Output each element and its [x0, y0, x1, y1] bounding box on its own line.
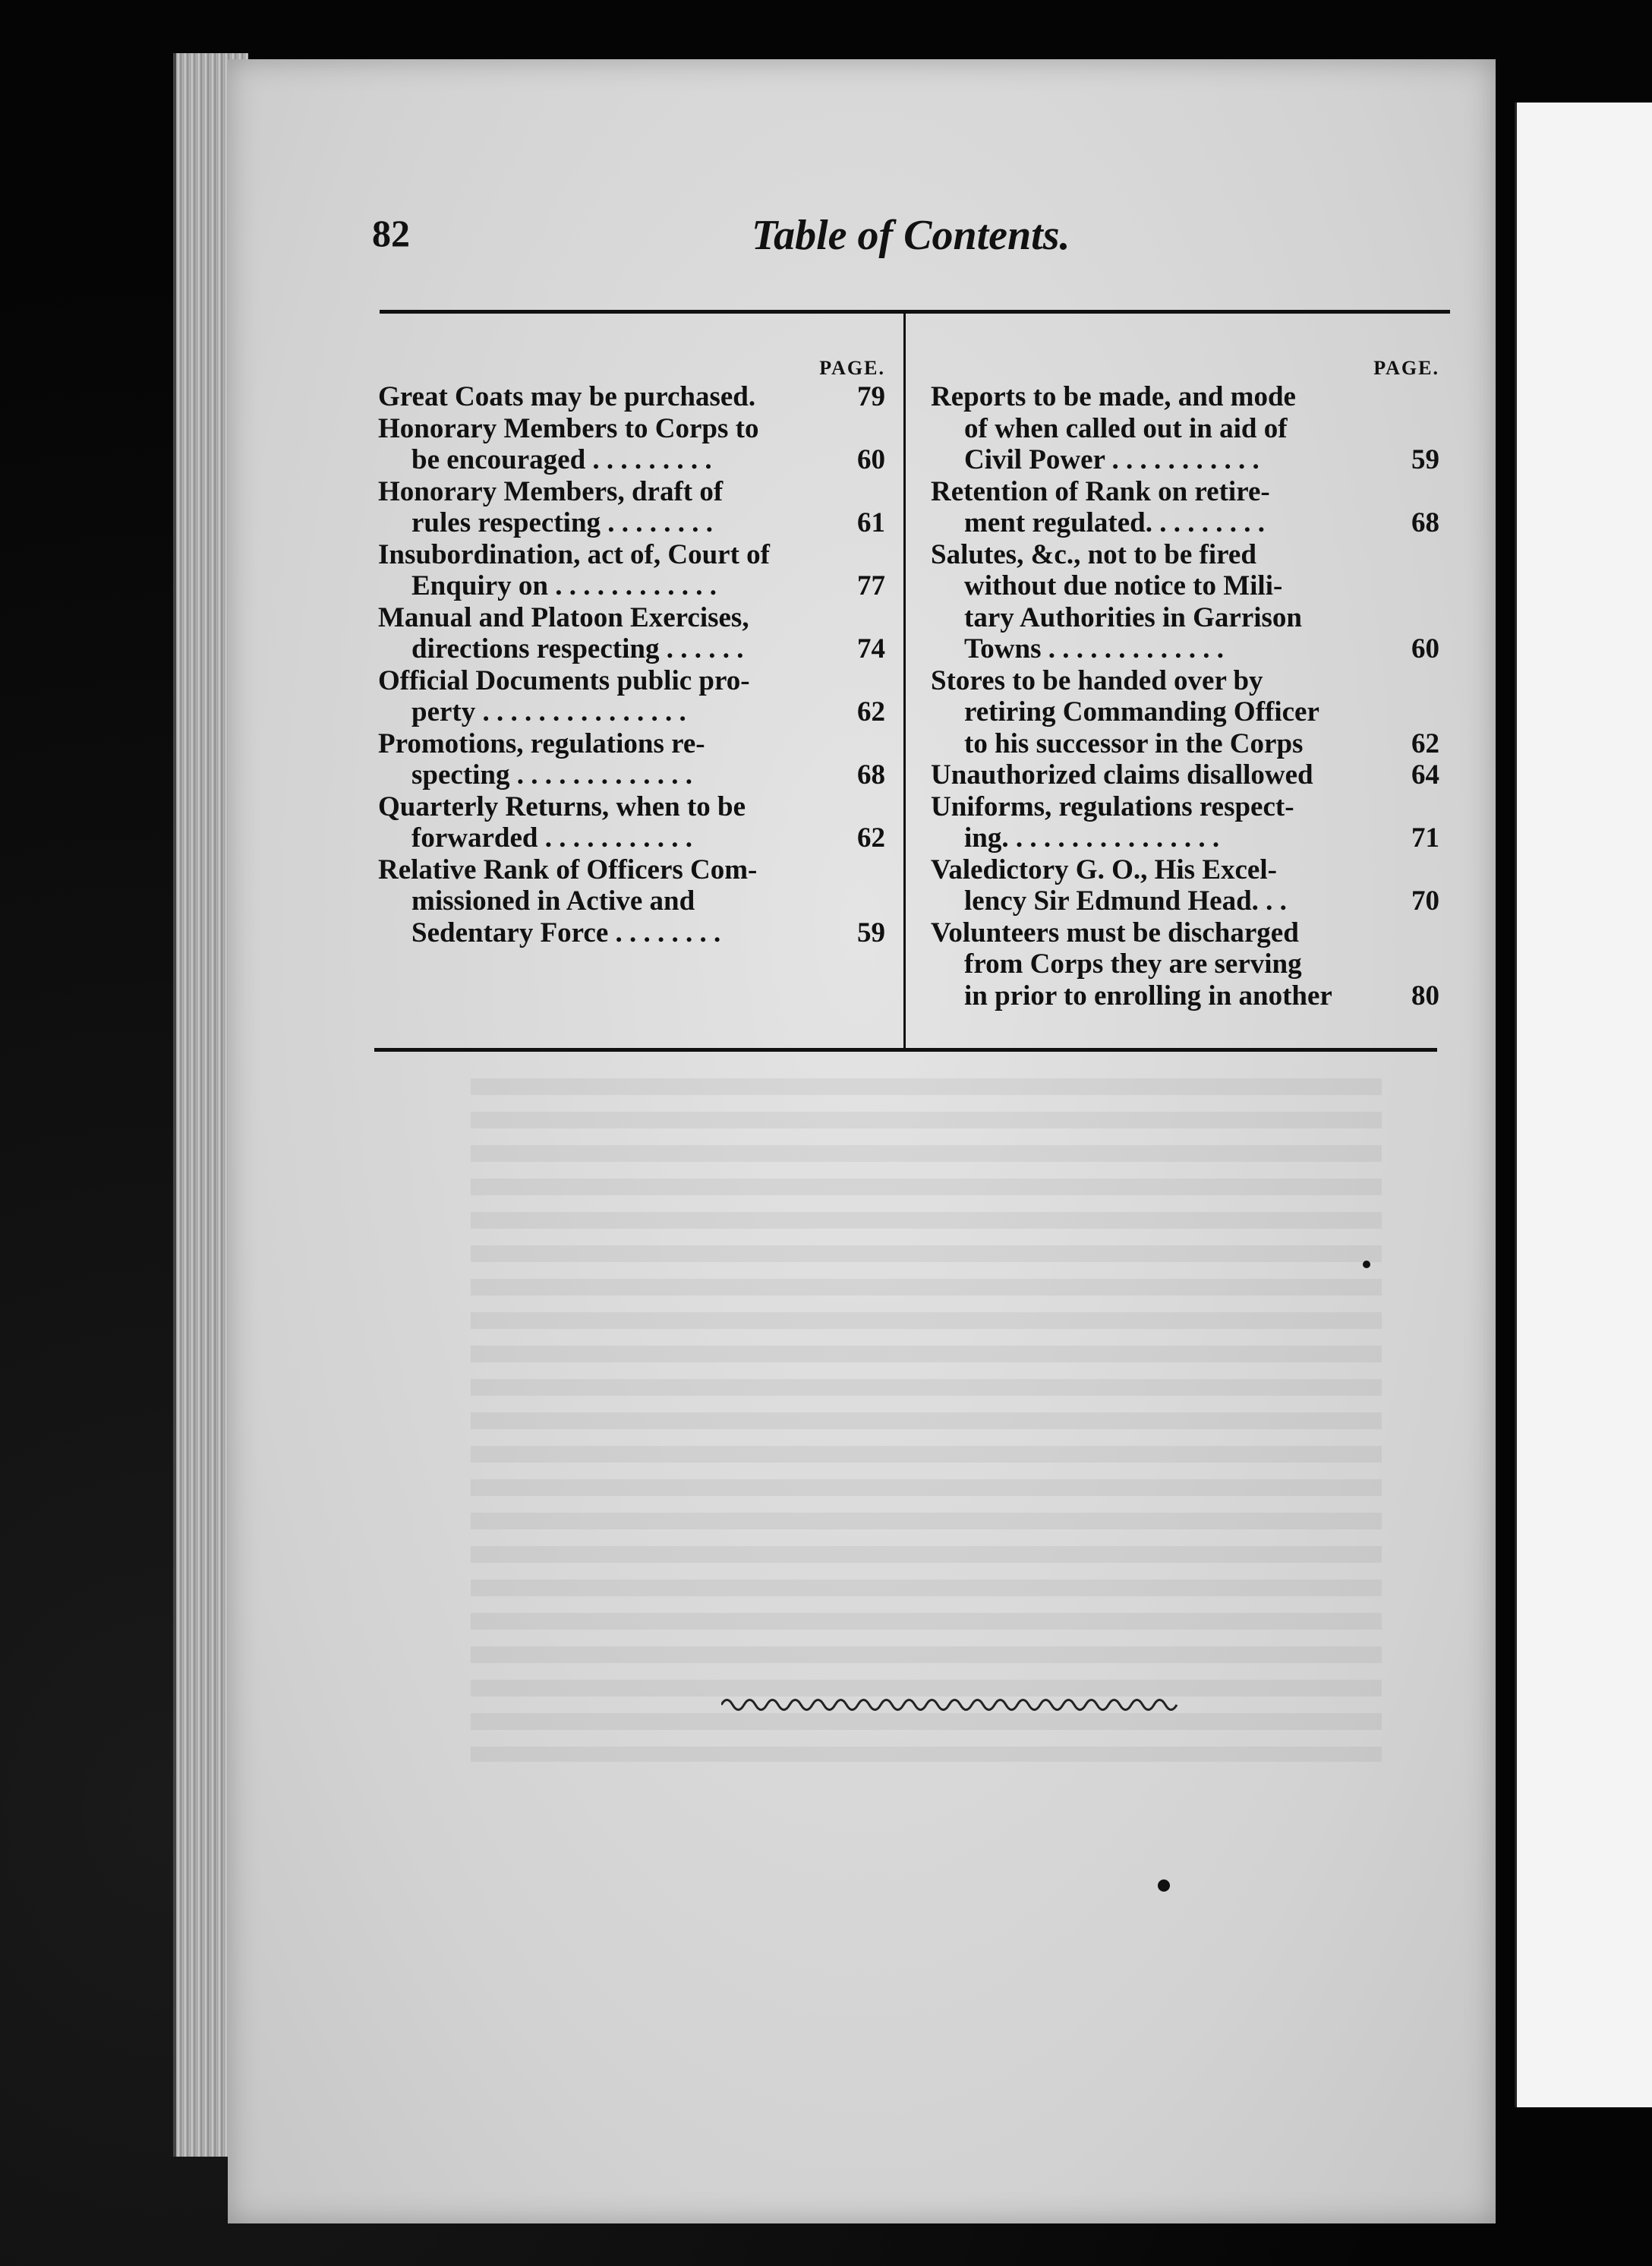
toc-entry-line: Great Coats may be purchased.	[378, 381, 756, 412]
toc-entry-line: Enquiry on . . . . . . . . . . . .	[411, 570, 717, 601]
page-header	[372, 211, 1450, 279]
toc-column-right	[931, 357, 1439, 1011]
toc-entry-page-number: 80	[1411, 980, 1439, 1011]
toc-entry-line: forwarded . . . . . . . . . . .	[411, 822, 692, 854]
toc-entry	[378, 665, 885, 728]
toc-entry-text	[378, 476, 826, 539]
toc-entry-line: directions respecting . . . . . .	[411, 633, 744, 664]
toc-entry-line: Honorary Members, draft of	[378, 475, 724, 507]
toc-entry-line: missioned in Active and	[411, 885, 695, 917]
toc-entry	[931, 759, 1439, 791]
toc-entry-text	[378, 381, 826, 413]
toc-entry-page-number: 62	[857, 696, 885, 727]
toc-entry	[378, 476, 885, 539]
toc-entry-text	[931, 854, 1380, 917]
page-column-heading: PAGE.	[819, 357, 885, 379]
toc-entry-line: Valedictory G. O., His Excel-	[931, 854, 1277, 885]
toc-entry-line: of when called out in aid of	[964, 412, 1288, 444]
toc-entry-line: Civil Power . . . . . . . . . . .	[964, 444, 1259, 475]
top-rule	[380, 310, 1450, 314]
toc-entry-text	[931, 665, 1380, 760]
toc-entry-line: Insubordination, act of, Court of	[378, 538, 770, 570]
toc-entry-line: rules respecting . . . . . . . .	[411, 507, 714, 538]
toc-entry-line: Official Documents public pro-	[378, 664, 750, 696]
toc-entry-line: in prior to enrolling in another	[964, 980, 1332, 1011]
toc-entry-page-number: 62	[857, 822, 885, 854]
toc-entry-page-number: 59	[857, 917, 885, 948]
bottom-rule	[374, 1048, 1437, 1052]
toc-entry-page-number: 77	[857, 570, 885, 601]
toc-entry-page-number: 68	[857, 759, 885, 791]
toc-entry-page-number: 61	[857, 507, 885, 538]
page-column-heading: PAGE.	[1373, 357, 1439, 379]
ink-speck	[1158, 1879, 1170, 1892]
toc-entry-text	[931, 917, 1380, 1012]
toc-entry-text	[931, 381, 1380, 476]
toc-entry-line: Stores to be handed over by	[931, 664, 1263, 696]
bleed-through-texture	[471, 1078, 1382, 1762]
toc-entry	[931, 854, 1439, 917]
toc-entry-page-number: 79	[857, 381, 885, 412]
toc-entry-page-number: 60	[1411, 633, 1439, 664]
toc-entry-line: Uniforms, regulations respect-	[931, 791, 1294, 822]
toc-entry	[378, 728, 885, 791]
toc-entry	[378, 539, 885, 602]
ink-speck	[1363, 1261, 1370, 1268]
toc-entry	[931, 665, 1439, 760]
toc-entry-line: Volunteers must be discharged	[931, 917, 1299, 948]
toc-entry	[378, 791, 885, 854]
toc-entry-line: retiring Commanding Officer	[964, 696, 1319, 727]
toc-entry-text	[931, 759, 1380, 791]
toc-entry-line: Relative Rank of Officers Com-	[378, 854, 758, 885]
toc-entry	[378, 381, 885, 413]
toc-entry-text	[931, 539, 1380, 665]
toc-entry-text	[378, 791, 826, 854]
toc-entry-text	[378, 728, 826, 791]
toc-entry-line: tary Authorities in Garrison	[964, 601, 1303, 633]
toc-entry-line: lency Sir Edmund Head. . .	[964, 885, 1287, 917]
toc-entry-line: specting . . . . . . . . . . . . .	[411, 759, 692, 791]
toc-entry-page-number: 64	[1411, 759, 1439, 791]
toc-entry	[931, 917, 1439, 1012]
toc-entry-line: perty . . . . . . . . . . . . . . .	[411, 696, 686, 727]
wavy-ornament	[721, 1693, 1184, 1716]
toc-entry-line: ment regulated. . . . . . . . .	[964, 507, 1265, 538]
toc-entry	[931, 539, 1439, 665]
toc-entry-line: Honorary Members to Corps to	[378, 412, 759, 444]
toc-entry-text	[378, 539, 826, 602]
toc-entry	[378, 413, 885, 476]
toc-entry-line: Unauthorized claims disallowed	[931, 759, 1313, 791]
toc-entry-page-number: 68	[1411, 507, 1439, 538]
toc-entry	[378, 602, 885, 665]
toc-list-right	[931, 381, 1439, 1011]
toc-entry-text	[378, 665, 826, 728]
toc-column-left	[378, 357, 885, 948]
toc-entry-line: Manual and Platoon Exercises,	[378, 601, 749, 633]
toc-entry-page-number: 59	[1411, 444, 1439, 475]
page-title: Table of Contents.	[752, 212, 1070, 259]
toc-list-left	[378, 381, 885, 948]
toc-entry-line: without due notice to Mili-	[964, 570, 1283, 601]
toc-entry-line: Reports to be made, and mode	[931, 381, 1296, 412]
toc-entry	[931, 476, 1439, 539]
toc-entry-line: be encouraged . . . . . . . . .	[411, 444, 712, 475]
toc-entry	[931, 381, 1439, 476]
toc-entry-page-number: 74	[857, 633, 885, 664]
toc-entry-line: Retention of Rank on retire-	[931, 475, 1270, 507]
toc-entry-page-number: 71	[1411, 822, 1439, 854]
facing-page-strip	[1515, 103, 1652, 2107]
toc-entry-page-number: 62	[1411, 727, 1439, 759]
toc-entry-line: Salutes, &c., not to be fired	[931, 538, 1256, 570]
toc-entry-line: Promotions, regulations re-	[378, 727, 705, 759]
toc-entry-line: Sedentary Force . . . . . . . .	[411, 917, 721, 948]
toc-entry-line: ing. . . . . . . . . . . . . . . .	[964, 822, 1220, 854]
toc-entry-line: Quarterly Returns, when to be	[378, 791, 746, 822]
toc-entry-page-number: 60	[857, 444, 885, 475]
column-divider	[903, 311, 906, 1048]
toc-entry-page-number: 70	[1411, 885, 1439, 917]
toc-entry-line: Towns . . . . . . . . . . . . .	[964, 633, 1224, 664]
toc-entry-line: from Corps they are serving	[964, 948, 1302, 980]
toc-entry-text	[378, 413, 826, 476]
toc-entry-line: to his successor in the Corps	[964, 727, 1304, 759]
toc-entry-text	[378, 854, 826, 949]
toc-entry	[378, 854, 885, 949]
toc-entry-text	[378, 602, 826, 665]
toc-entry-text	[931, 476, 1380, 539]
toc-entry	[931, 791, 1439, 854]
page-number: 82	[372, 212, 410, 254]
toc-entry-text	[931, 791, 1380, 854]
